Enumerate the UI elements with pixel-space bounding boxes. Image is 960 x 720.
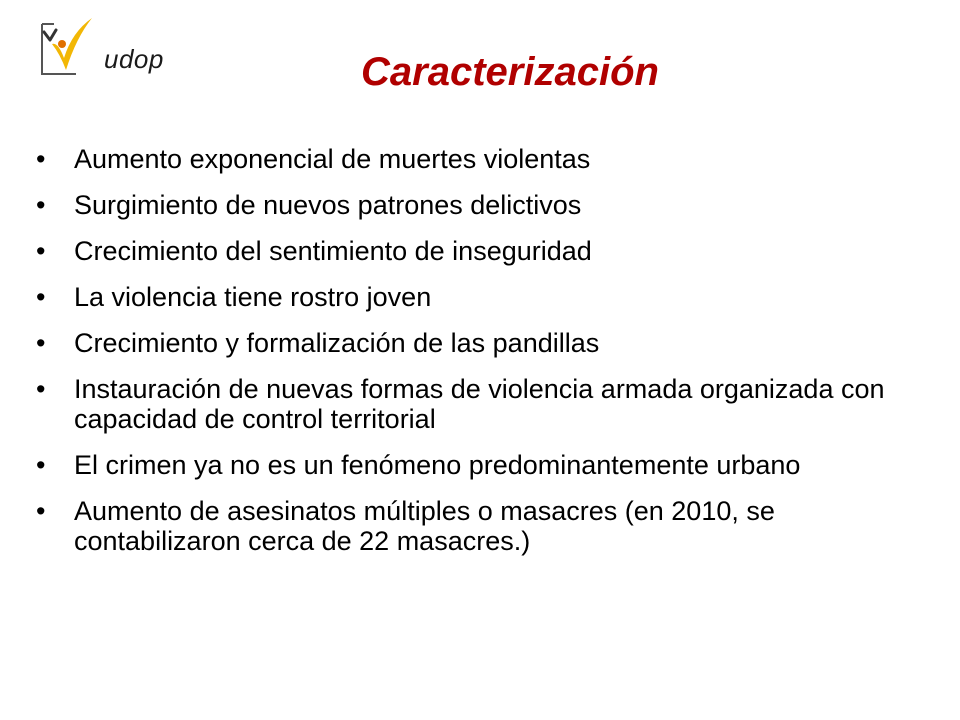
bullet-text: Aumento exponencial de muertes violentas (74, 144, 591, 174)
bullet-dot: • (36, 144, 46, 174)
bullet-item (36, 328, 926, 358)
bullet-text: Instauración de nuevas formas de violencia armada organizada con capacidad de control territorial (74, 374, 885, 434)
bullet-text: La violencia tiene rostro joven (74, 282, 432, 312)
bullet-text: Aumento de asesinatos múltiples o masacres (en 2010, se contabilizaron cerca de 22 masacres.) (74, 496, 775, 556)
bullet-dot: • (36, 374, 46, 404)
bullet-item (36, 236, 926, 266)
bullet-text: El crimen ya no es un fenómeno predominantemente urbano (74, 450, 801, 480)
bullet-item (36, 144, 926, 174)
bullet-dot: • (36, 236, 46, 266)
bullet-text: Surgimiento de nuevos patrones delictivos (74, 190, 582, 220)
slide-title: Caracterización (361, 50, 659, 94)
bullet-dot: • (36, 450, 46, 480)
bullet-dot: • (36, 282, 46, 312)
bullet-text: Crecimiento y formalización de las pandillas (74, 328, 600, 358)
bullet-list (36, 144, 926, 572)
bullet-item (36, 450, 926, 480)
bullet-dot: • (36, 328, 46, 358)
bullet-item (36, 190, 926, 220)
bullet-item (36, 282, 926, 312)
bullet-text: Crecimiento del sentimiento de inseguridad (74, 236, 592, 266)
bullet-item (36, 496, 926, 556)
bullet-dot: • (36, 496, 46, 526)
bullet-dot: • (36, 190, 46, 220)
logo-text: udop (104, 44, 164, 74)
bullet-item (36, 374, 926, 434)
